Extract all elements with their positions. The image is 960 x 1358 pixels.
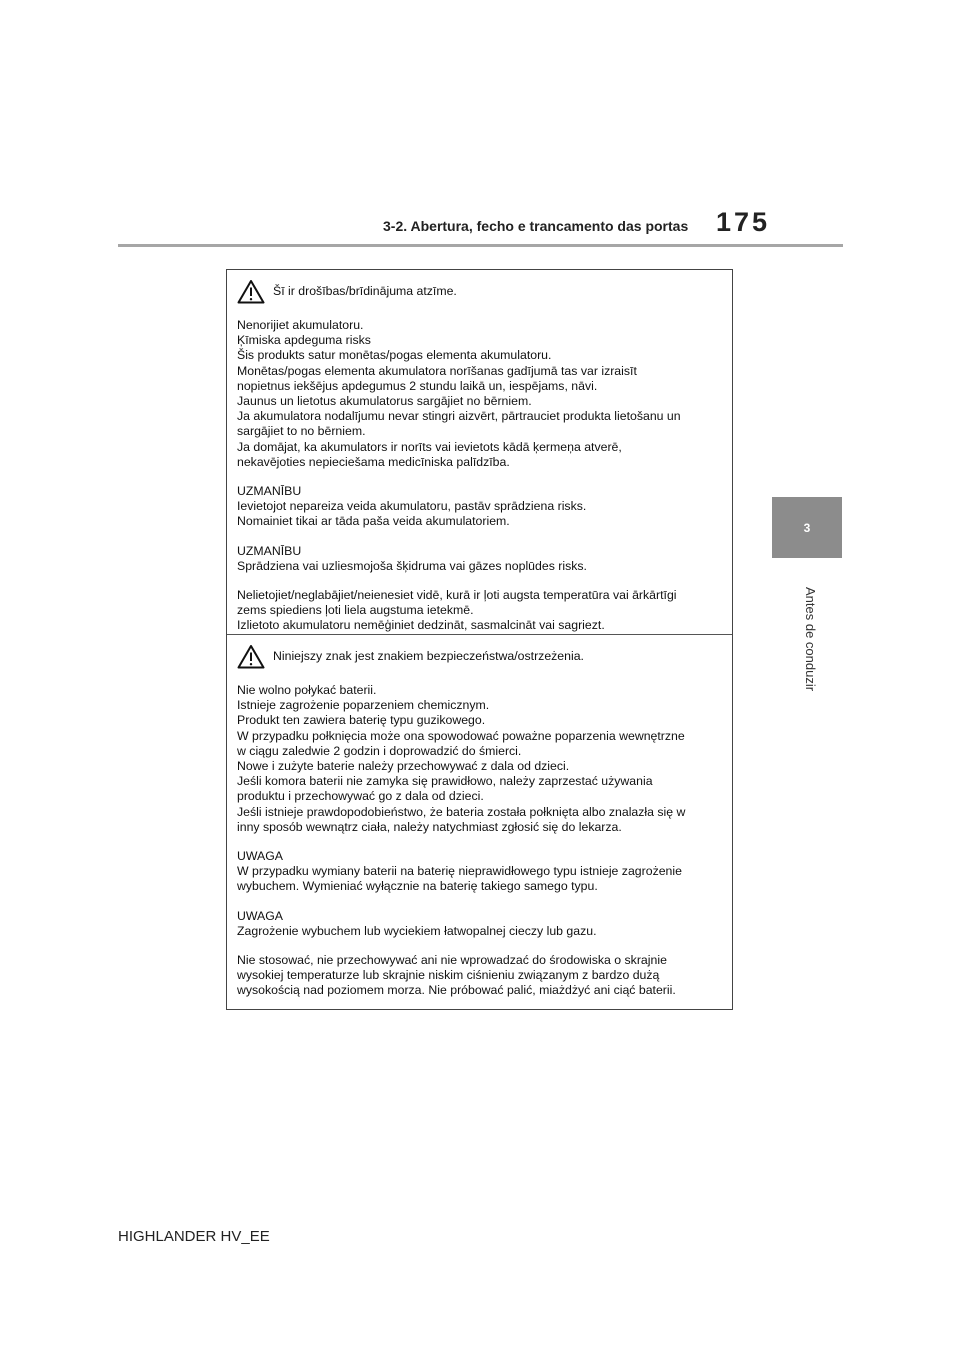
- text-line: UWAGA: [237, 908, 283, 923]
- text-line: Šis produkts satur monētas/pogas elementa akumulatoru.: [237, 348, 552, 363]
- text-line: wybuchem. Wymieniać wyłącznie na baterię takiego samego typu.: [237, 879, 598, 894]
- chapter-tab-label: Antes de conduzir: [803, 587, 818, 692]
- text-line: Produkt ten zawiera baterię typu guzikowego.: [237, 713, 486, 728]
- text-line: Izlietoto akumulatoru nemēģiniet dedzināt, sasmalcināt vai sagriezt.: [237, 618, 605, 633]
- text-line: sargājiet to no bērniem.: [237, 424, 366, 439]
- polish-symbol-row: [237, 641, 724, 671]
- text-line: W przypadku połknięcia może ona spowodować poważne poparzenia wewnętrzne: [237, 728, 685, 743]
- latvian-paragraph: [237, 318, 724, 470]
- warning-triangle-icon: [237, 279, 265, 304]
- text-line: Jeśli istnieje prawdopodobieństwo, że bateria została połknięta albo znalazła się w: [237, 804, 686, 819]
- text-line: w ciągu zaledwie 2 godzin i doprowadzić do śmierci.: [237, 743, 522, 758]
- text-line: UWAGA: [237, 849, 283, 864]
- text-line: Ievietojot nepareiza veida akumulatoru, pastāv sprādziena risks.: [237, 499, 587, 514]
- text-line: Zagrożenie wybuchem lub wyciekiem łatwopalnej cieczy lub gazu.: [237, 923, 597, 938]
- section-divider: [227, 634, 732, 635]
- text-line: Nie stosować, nie przechowywać ani nie wprowadzać do środowiska o skrajnie: [237, 953, 667, 968]
- chapter-tab: [772, 497, 842, 558]
- text-line: inny sposób wewnątrz ciała, należy natychmiast zgłosić się do lekarza.: [237, 819, 622, 834]
- text-line: Monētas/pogas elementa akumulatora norīšanas gadījumā tas var izraisīt: [237, 363, 637, 378]
- warning-triangle-icon: [237, 644, 265, 669]
- chapter-tab-number: 3: [803, 520, 811, 535]
- text-line: Nomainiet tikai ar tāda paša veida akumulatoriem.: [237, 514, 510, 529]
- text-line: zems spiediens ļoti liela augstuma ietekmē.: [237, 603, 474, 618]
- text-line: wysokiej temperaturze lub skrajnie niskim ciśnieniu związanym z bardzo dużą: [237, 968, 660, 983]
- text-line: nekavējoties nepieciešama medicīniska palīdzība.: [237, 454, 510, 469]
- polish-paragraph: [237, 849, 724, 895]
- polish-paragraph: [237, 683, 724, 835]
- polish-symbol-text: Niniejszy znak jest znakiem bezpieczeństwa/ostrzeżenia.: [273, 649, 584, 663]
- latvian-symbol-row: [237, 276, 724, 306]
- text-line: Nie wolno połykać baterii.: [237, 683, 377, 697]
- polish-paragraph: [237, 953, 724, 999]
- text-line: Sprādziena vai uzliesmojoša šķidruma vai gāzes noplūdes risks.: [237, 558, 587, 573]
- text-line: Ķīmiska apdeguma risks: [237, 333, 371, 348]
- footer-model: HIGHLANDER HV_EE: [118, 1228, 270, 1245]
- text-line: W przypadku wymiany baterii na baterię nieprawidłowego typu istnieje zagrożenie: [237, 864, 682, 879]
- latvian-warning-section: [237, 276, 724, 634]
- text-line: UZMANĪBU: [237, 484, 302, 499]
- text-line: Jaunus un lietotus akumulatorus sargājiet no bērniem.: [237, 394, 532, 409]
- text-line: Nowe i zużyte baterie należy przechowywać z dala od dzieci.: [237, 759, 570, 774]
- text-line: Nelietojiet/neglabājiet/neienesiet vidē, kurā ir ļoti augsta temperatūra vai ārkārtīgi: [237, 588, 677, 603]
- section-title: 3-2. Abertura, fecho e trancamento das portas: [383, 218, 689, 234]
- latvian-paragraph: [237, 484, 724, 530]
- text-line: Nenorijiet akumulatoru.: [237, 318, 364, 332]
- text-line: Ja akumulatora nodalījumu nevar stingri aizvērt, pārtrauciet produkta lietošanu un: [237, 409, 681, 424]
- text-line: Istnieje zagrożenie poparzeniem chemicznym.: [237, 698, 490, 713]
- text-line: Ja domājat, ka akumulators ir norīts vai ievietots kādā ķermeņa atverē,: [237, 439, 622, 454]
- text-line: produktu i przechowywać go z dala od dzieci.: [237, 789, 484, 804]
- latvian-paragraph: [237, 544, 724, 574]
- text-line: Jeśli komora baterii nie zamyka się prawidłowo, należy zaprzestać używania: [237, 774, 653, 789]
- header-rule: [118, 244, 843, 247]
- latvian-symbol-text: Šī ir drošības/brīdinājuma atzīme.: [273, 284, 457, 298]
- battery-warning-box: [226, 269, 733, 1010]
- polish-paragraph: [237, 909, 724, 939]
- text-line: UZMANĪBU: [237, 543, 302, 558]
- latvian-paragraph: [237, 588, 724, 634]
- text-line: nopietnus iekšējus apdegumus 2 stundu laikā un, iespējams, nāvi.: [237, 378, 598, 393]
- text-line: wysokością nad poziomem morza. Nie próbować palić, miażdżyć ani ciąć baterii.: [237, 983, 676, 998]
- polish-warning-section: [237, 641, 724, 999]
- page-number: 175: [716, 207, 771, 237]
